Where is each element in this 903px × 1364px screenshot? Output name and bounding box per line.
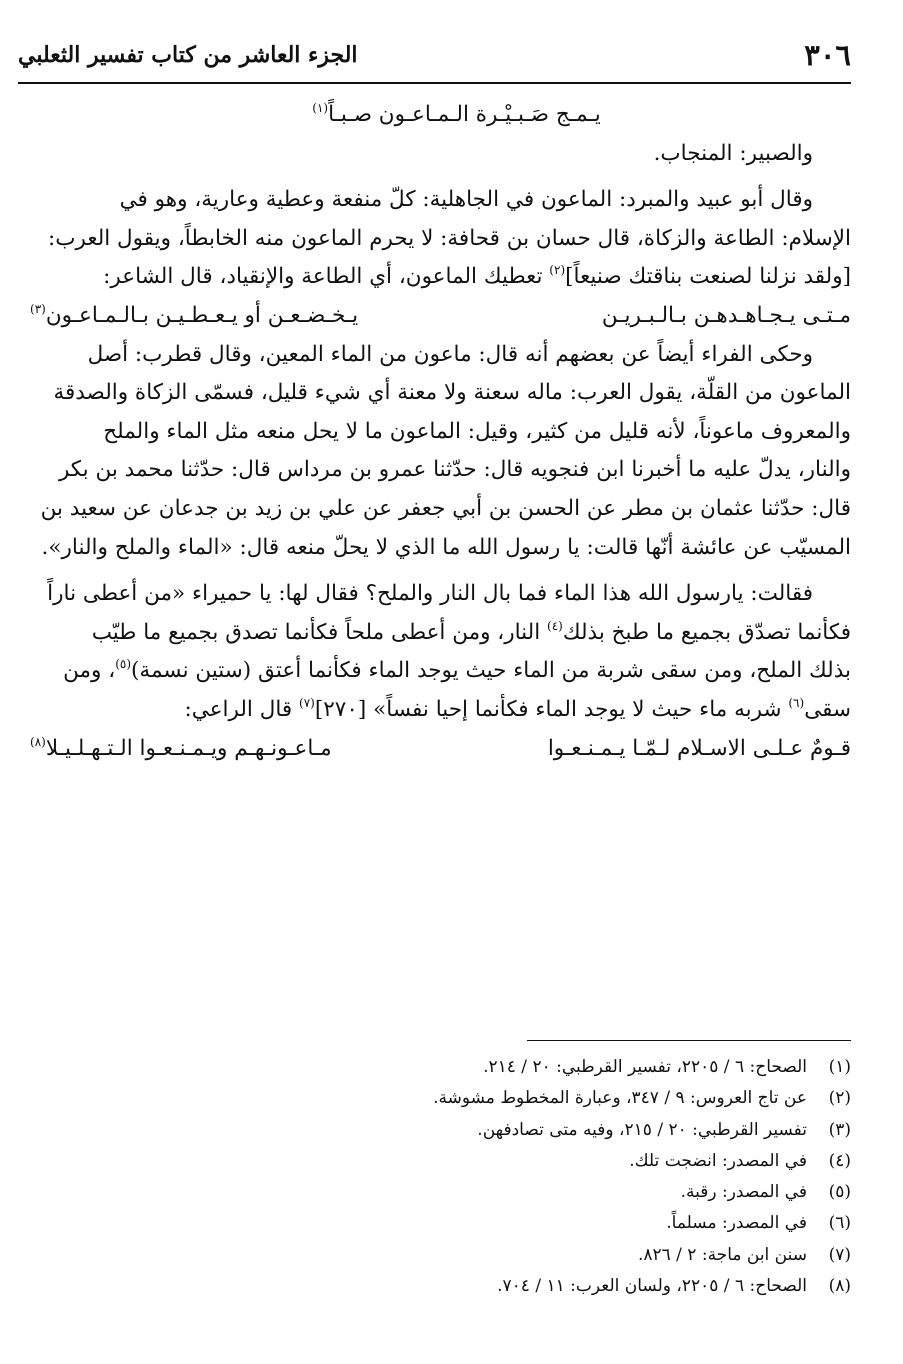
footnote-item — [40, 1052, 851, 1083]
footnote-number: (٨) — [828, 1276, 851, 1297]
text-line: فقالت: يارسول الله هذا الماء فما بال النار والملح؟ فقال لها: يا حميراء «من أعطى ناراً — [47, 581, 813, 607]
running-title: الجزء العاشر من كتاب تفسير الثعلبي — [18, 42, 358, 68]
verse-text: يـمـج صَـبـيْـرة الـمـاعـون صـبـاً — [328, 102, 601, 127]
paragraph-gap — [22, 173, 851, 181]
header-rule — [18, 82, 851, 84]
verse-line — [22, 297, 851, 336]
footnote-number: (٤) — [828, 1150, 851, 1171]
footnote-text: الصحاح: ٦ / ٢٢٠٥، تفسير القرطبي: ٢٠ / ٢١٤. — [483, 1057, 807, 1077]
footnote-number: (٣) — [828, 1119, 851, 1140]
text-segment: تعطيك الماعون، أي الطاعة والإنقياد، قال الشاعر: — [103, 264, 550, 290]
text-line — [22, 258, 851, 297]
verse-hemistich-second — [30, 297, 358, 336]
paragraph-gap — [22, 567, 851, 575]
footnote-text: في المصدر: مسلماً. — [666, 1213, 807, 1234]
footnote-item — [40, 1146, 851, 1177]
text-segment: النار، ومن أعطى ملحاً فكأنما تصدق بجميع ما طيّب — [91, 619, 548, 645]
text-segment: سقى — [804, 696, 851, 722]
footnote-ref: (٣) — [30, 301, 46, 316]
footnote-ref: (٤) — [547, 618, 563, 633]
verse-text: يـخـضـعـن أو يـعـطـيـن بـالـمـاعـون — [45, 302, 359, 328]
verse-line — [22, 96, 851, 135]
footnote-item — [40, 1240, 851, 1271]
footnote-item — [40, 1115, 851, 1146]
verse-hemistich-first: قـومٌ عـلـى الاسـلام لـمّـا يـمـنـعـوا — [547, 735, 851, 761]
text-line: والنار، يدلّ عليه ما أخبرنا ابن فنجويه قال: حدّثنا عمرو بن مرداس قال: حدّثنا محمد بن بكر — [58, 457, 851, 483]
footnote-ref: (١) — [312, 101, 329, 115]
verse-hemistich-first: مـتـى يـجـاهـدهـن بـالـبـريـن — [601, 302, 851, 328]
footnotes — [40, 1052, 851, 1302]
text-line: الإسلام: الطاعة والزكاة، قال حسان بن قحافة: لا يحرم الماعون منه الخابطاً، ويقول العرب: — [47, 225, 851, 251]
footnote-number: (٦) — [828, 1213, 851, 1234]
footnote-text: في المصدر: رقبة. — [680, 1182, 807, 1203]
verse-line — [22, 730, 851, 769]
footnote-item — [40, 1177, 851, 1208]
footnote-ref: (٢) — [549, 263, 566, 278]
text-segment: شربه ماء حيث لا يوجد الماء فكأنما إحيا نفساً» [٢٧٠] — [314, 696, 789, 722]
text-line: المسيّب عن عائشة أنّها قالت: يا رسول الله ما الذي لا يحلّ منعه قال: «الماء والملح والنار». — [41, 534, 851, 560]
page-number: ٣٠٦ — [804, 38, 851, 72]
text-line — [22, 691, 851, 730]
text-segment: ، ومن — [63, 658, 116, 684]
page-header — [18, 38, 851, 78]
footnote-ref: (٨) — [30, 734, 46, 749]
text-segment: قال الراعي: — [184, 696, 300, 722]
text-segment: [ولقد نزلنا لصنعت بناقتك صنيعاً] — [565, 264, 851, 290]
footnote-number: (٧) — [828, 1244, 851, 1265]
text-line: قال: حدّثنا عثمان بن مطر عن الحسن بن أبي جعفر عن علي بن زيد بن جدعان عن سعيد بن — [40, 495, 851, 521]
text-line: وقال أبو عبيد والمبرد: الماعون في الجاهلية: كلّ منفعة وعطية وعارية، وهو في — [119, 187, 813, 213]
verse-text: مـاعـونـهـم ويـمـنـعـوا الـتـهـلـيـلا — [45, 735, 332, 761]
footnote-item — [40, 1271, 851, 1302]
footnote-ref: (٥) — [115, 657, 132, 672]
text-line — [22, 652, 851, 691]
main-text — [22, 96, 851, 768]
text-line: الماعون من القلّة، يقول العرب: ماله سعنة ولا معنة أي شيء قليل، فسمّى الزكاة والصدقة — [53, 380, 851, 406]
footnote-text: تفسير القرطبي: ٢٠ / ٢١٥، وفيه متى تصادفهن. — [477, 1119, 807, 1140]
footnote-number: (٥) — [828, 1182, 851, 1203]
verse-hemistich-second — [30, 730, 332, 769]
footnote-item — [40, 1083, 851, 1114]
text-segment: فكأنما تصدّق بجميع ما طبخ بذلك — [562, 619, 851, 645]
footnote-rule — [527, 1040, 851, 1041]
text-line: والمعروف ماعوناً، لأنه قليل من كثير، وقيل: الماعون ما لا يحل منعه مثل الماء والملح — [103, 418, 851, 444]
footnote-ref: (٦) — [788, 695, 805, 710]
footnote-text: الصحاح: ٦ / ٢٢٠٥، ولسان العرب: ١١ / ٧٠٤. — [497, 1276, 807, 1297]
footnote-number: (٢) — [828, 1088, 851, 1109]
text-line: والصبير: المنجاب. — [653, 140, 813, 166]
footnote-ref: (٧) — [299, 695, 315, 710]
footnote-number: (١) — [828, 1057, 851, 1077]
footnote-text: في المصدر: انضجت تلك. — [629, 1150, 807, 1171]
text-segment: بذلك الملح، ومن سقى شربة من الماء حيث يوجد الماء فكأنما أعتق (ستين نسمة) — [131, 658, 851, 684]
footnote-item — [40, 1208, 851, 1239]
text-line: وحكى الفراء أيضاً عن بعضهم أنه قال: ماعون من الماء المعين، وقال قطرب: أصل — [87, 341, 813, 367]
footnote-text: سنن ابن ماجة: ٢ / ٨٢٦. — [637, 1244, 807, 1265]
text-line — [22, 614, 851, 653]
footnote-text: عن تاج العروس: ٩ / ٣٤٧، وعبارة المخطوط مشوشة. — [433, 1088, 807, 1109]
